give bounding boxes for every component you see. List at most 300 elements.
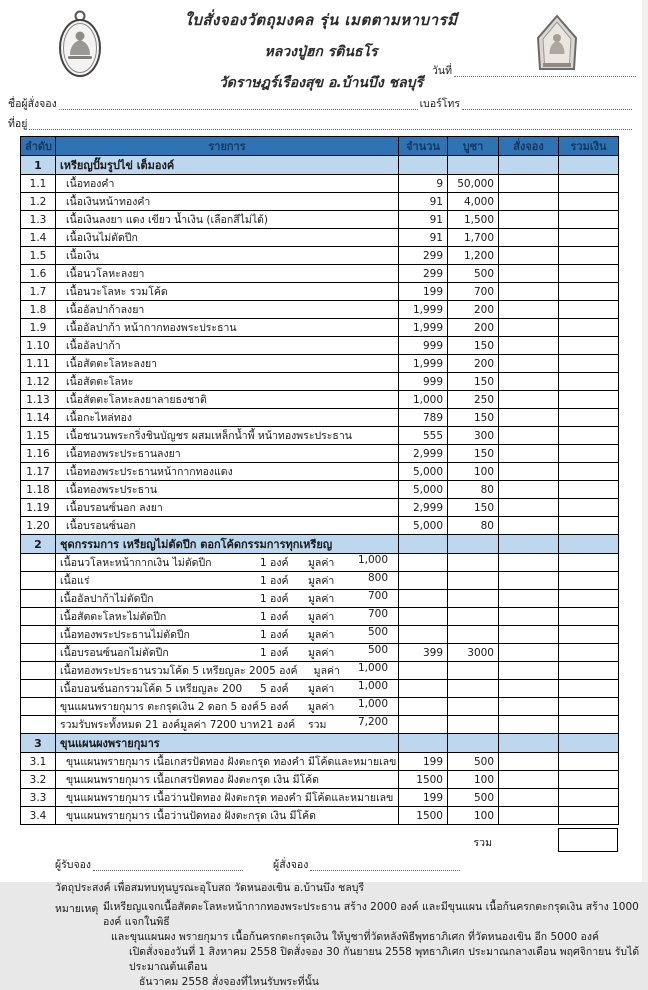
item-cell [56,481,399,499]
table-row [21,283,619,301]
total-fill-cell [559,445,619,463]
total-cell [559,734,619,753]
price-cell [448,716,499,734]
total-fill-cell [559,283,619,301]
table-row [21,211,619,229]
order-fill-cell [499,337,559,355]
note-line: มีเหรียญแจกเนื้อสัตตะโลหะหน้ากากทองพระประธาน สร้าง 2000 องค์ และมีขุนแผน เนื้อก้นครกตะกรุดเงิน สร้าง 1000 องค์ แจกในพิธี [103,901,639,928]
row-number: 1.2 [21,193,56,211]
table-row [21,391,619,409]
price-cell [448,608,499,626]
order-fill-cell [499,463,559,481]
price-cell [448,680,499,698]
item-cell [56,355,399,373]
total-fill-cell [559,608,619,626]
total-fill-cell [559,554,619,572]
order-fill-cell [499,247,559,265]
total-fill-cell [559,337,619,355]
price-cell: 100 [448,807,499,825]
item-cell [56,753,399,771]
order-fill-cell [499,427,559,445]
total-fill-cell [559,716,619,734]
item-name: เนื้อกะไหล่ทอง [66,412,133,424]
order-fill-cell [499,211,559,229]
qty-cell: 5,000 [399,481,448,499]
section-number: 2 [21,535,56,554]
qty-cell: 199 [399,789,448,807]
table-row [21,355,619,373]
item-cell [56,193,399,211]
total-fill-cell [559,644,619,662]
item-value-label: มูลค่า [308,647,335,659]
item-name: เนื้อบรอนซ์นอกไม่ตัดปีก [60,647,169,659]
order-fill-cell [499,445,559,463]
order-fill-cell [499,753,559,771]
form-header [0,0,642,92]
item-name: ขุนแผนพรายกุมาร เนื้อเกสรปัดทอง ฝังตะกรุด ทองคำ มีโค้ดและหมายเลข [66,756,397,768]
row-number: 1.1 [21,175,56,193]
item-unit: 1 องค์ [260,647,289,659]
total-fill-cell [559,229,619,247]
note-line: ธันวาคม 2558 สั่งจองที่ไหนรับพระที่นั้น [139,976,319,988]
price-cell: 300 [448,427,499,445]
item-cell [56,229,399,247]
table-row [21,247,619,265]
item-name: เนื้อเงินลงยา แดง เขียว น้ำเงิน (เลือกสีไม่ได้) [66,214,269,226]
total-fill-cell [559,211,619,229]
column-header: สั่งจอง [499,137,559,156]
qty-cell: 1500 [399,807,448,825]
total-fill-cell [559,355,619,373]
price-cell: 200 [448,355,499,373]
qty-cell: 1,000 [399,391,448,409]
row-number: 1.11 [21,355,56,373]
item-value: 1,000 [357,680,388,692]
row-number: 1.15 [21,427,56,445]
orderer-name-label: ชื่อผู้สั่งจอง [8,98,57,110]
price-cell [448,590,499,608]
table-row [21,463,619,481]
qty-cell [399,608,448,626]
table-row [21,680,619,698]
total-fill-cell [559,572,619,590]
row-number [21,662,56,680]
item-unit: 1 องค์ [260,611,289,623]
order-fill-cell [499,499,559,517]
section-title: ชุดกรรมการ เหรียญไม่ตัดปีก ตอกโค้ดกรรมการทุกเหรียญ [56,535,399,554]
total-fill-cell [559,373,619,391]
item-unit: 1 องค์ [260,629,289,641]
item-name: เนื้อทองคำ [66,178,115,190]
total-fill-cell [559,590,619,608]
item-cell [56,337,399,355]
item-name: เนื้อทองพระประธานไม่ตัดปีก [60,629,190,641]
row-number: 1.16 [21,445,56,463]
qty-cell [399,626,448,644]
qty-cell: 789 [399,409,448,427]
row-number: 3.3 [21,789,56,807]
item-cell [56,319,399,337]
note-line: และขุนแผนผง พรายกุมาร เนื้อก้นครกตะกรุดเงิน ให้บูชาที่วัดหลังพิธีพุทธาภิเศก ที่วัดหนองเขิน อีก 5000 องค์ [111,931,599,943]
item-value-label: มูลค่า [308,611,335,623]
item-name: ขุนแผนพรายกุมาร เนื้อว่านปัดทอง ฝังตะกรุด ทองคำ มีโค้ดและหมายเลข [66,792,394,804]
table-row [21,481,619,499]
table-row [21,807,619,825]
order-fill-cell [499,644,559,662]
item-value: 1,000 [357,662,388,674]
section-header-row [21,734,619,753]
address-blank-line [29,120,632,130]
item-cell [56,789,399,807]
price-cell: 1,700 [448,229,499,247]
qty-cell: 91 [399,229,448,247]
receiver-label: ผู้รับจอง [55,859,92,871]
qty-cell: 1500 [399,771,448,789]
item-name: เนื้อเงินไม่ตัดปีก [66,232,138,244]
row-number: 1.9 [21,319,56,337]
item-name: เนื้อนวโลหะหน้ากากเงิน ไม่ตัดปีก [60,557,212,569]
address-label: ที่อยู่ [8,118,28,130]
item-name: เนื้อทองพระประธาน [66,484,158,496]
row-number: 1.17 [21,463,56,481]
price-cell: 4,000 [448,193,499,211]
item-cell [56,771,399,789]
qty-cell [399,698,448,716]
date-label: วันที่ [432,65,452,77]
qty-cell: 1,999 [399,301,448,319]
qty-cell: 299 [399,247,448,265]
order-fill-cell [499,481,559,499]
table-row [21,572,619,590]
price-cell [448,156,499,175]
form-title: ใบสั่งจองวัตถุมงคล รุ่น เมตตามหาบารมี [184,11,458,29]
column-header: จำนวน [399,137,448,156]
order-fill-cell [499,229,559,247]
item-cell [56,662,399,680]
item-name: เนื้อทองพระประธานลงยา [66,448,181,460]
total-fill-cell [559,481,619,499]
item-name: เนื้ออัลปาก้า หน้ากากทองพระประธาน [66,322,237,334]
item-unit: 21 องค์ [260,719,296,731]
item-name: เนื้อสัตตะโลหะลงยา [66,358,158,370]
table-row [21,409,619,427]
qty-cell [399,680,448,698]
total-fill-cell [559,499,619,517]
row-number [21,608,56,626]
item-value-label: มูลค่า [308,701,335,713]
row-number: 3.1 [21,753,56,771]
order-table-body [21,156,619,825]
order-fill-cell [499,319,559,337]
price-cell: 150 [448,445,499,463]
item-cell [56,680,399,698]
order-fill-cell [499,608,559,626]
column-header: รวมเงิน [559,137,619,156]
order-cell [499,734,559,753]
item-value: 500 [367,644,388,656]
total-fill-cell [559,680,619,698]
item-value: 500 [367,626,388,638]
qty-cell: 199 [399,283,448,301]
row-number [21,716,56,734]
total-fill-cell [559,247,619,265]
item-cell [56,608,399,626]
qty-cell [399,572,448,590]
table-row [21,265,619,283]
total-fill-cell [559,753,619,771]
row-number [21,554,56,572]
row-number: 1.18 [21,481,56,499]
table-row [21,319,619,337]
item-name: เนื้อทองพระประธานรวมโค้ด 5 เหรียญละ 200 [60,665,270,677]
temple-name: วัดราษฎร์เรืองสุข อ.บ้านบึง ชลบุรี [218,75,424,91]
row-number [21,590,56,608]
table-row [21,373,619,391]
row-number: 1.3 [21,211,56,229]
item-value: 7,200 [357,716,388,728]
orderer-name-row [0,95,642,112]
item-value-label: มูลค่า [308,629,335,641]
qty-cell [399,535,448,554]
order-fill-cell [499,517,559,535]
grand-total-label: รวม [473,837,492,849]
item-cell [56,626,399,644]
order-fill-cell [499,807,559,825]
price-cell: 150 [448,337,499,355]
item-cell [56,175,399,193]
row-number: 1.14 [21,409,56,427]
total-fill-cell [559,771,619,789]
item-cell [56,445,399,463]
item-cell [56,463,399,481]
qty-cell: 91 [399,211,448,229]
price-cell: 150 [448,409,499,427]
qty-cell: 1,999 [399,319,448,337]
total-fill-cell [559,391,619,409]
qty-cell [399,716,448,734]
table-row [21,554,619,572]
price-cell: 50,000 [448,175,499,193]
row-number: 1.10 [21,337,56,355]
order-fill-cell [499,789,559,807]
qty-cell: 199 [399,753,448,771]
qty-cell: 2,999 [399,445,448,463]
item-value-label: มูลค่า [308,575,335,587]
qty-cell [399,590,448,608]
item-name: เนื้ออัลปาก้าไม่ตัดปีก [60,593,154,605]
price-cell: 250 [448,391,499,409]
total-fill-cell [559,427,619,445]
item-unit: 1 องค์ [260,575,289,587]
row-number: 1.8 [21,301,56,319]
row-number: 1.13 [21,391,56,409]
total-fill-cell [559,193,619,211]
item-name: เนื้อนวโลหะลงยา [66,268,145,280]
row-number: 1.7 [21,283,56,301]
table-row [21,517,619,535]
qty-cell: 91 [399,193,448,211]
item-value-label: มูลค่า [308,683,335,695]
table-row [21,698,619,716]
note-label: หมายเหตุ [55,903,99,915]
price-cell: 200 [448,301,499,319]
order-fill-cell [499,373,559,391]
price-cell: 100 [448,771,499,789]
orderer-name-blank-line [59,100,418,110]
price-cell: 200 [448,319,499,337]
item-cell [56,373,399,391]
order-fill-cell [499,554,559,572]
column-header: รายการ [56,137,399,156]
item-cell [56,211,399,229]
item-cell [56,590,399,608]
column-header: ลำดับ [21,137,56,156]
item-value-label: มูลค่า [308,557,335,569]
table-row [21,753,619,771]
item-value: 1,000 [357,698,388,710]
price-cell: 500 [448,753,499,771]
order-table [20,136,619,825]
total-fill-cell [559,698,619,716]
item-cell [56,517,399,535]
table-row [21,771,619,789]
row-number: 1.12 [21,373,56,391]
order-table-header [21,137,619,156]
date-blank-line [454,67,636,77]
row-number [21,644,56,662]
item-name: เนื้ออัลปาก้า [66,340,121,352]
qty-cell: 399 [399,644,448,662]
total-fill-cell [559,662,619,680]
column-header: บูชา [448,137,499,156]
price-cell: 500 [448,789,499,807]
section-number: 1 [21,156,56,175]
item-value-label: รวม [308,719,327,731]
order-fill-cell [499,409,559,427]
qty-cell: 1,999 [399,355,448,373]
qty-cell: 555 [399,427,448,445]
qty-cell: 9 [399,175,448,193]
row-number: 1.6 [21,265,56,283]
item-cell [56,391,399,409]
total-fill-cell [559,175,619,193]
total-fill-cell [559,409,619,427]
item-name: ขุนแผนพรายกุมาร เนื้อว่านปัดทอง ฝังตะกรุด เงิน มีโค้ด [66,810,316,822]
qty-cell: 2,999 [399,499,448,517]
orderer-blank-line [310,861,460,871]
price-cell: 150 [448,373,499,391]
item-cell [56,247,399,265]
table-row [21,445,619,463]
total-fill-cell [559,626,619,644]
total-cell [559,156,619,175]
item-name: เนื้อเงินหน้าทองคำ [66,196,151,208]
item-cell [56,499,399,517]
item-unit: 5 องค์ [260,701,289,713]
monk-name: หลวงปู่ฮก รตินธโร [264,44,378,60]
qty-cell: 5,000 [399,463,448,481]
row-number [21,698,56,716]
row-number [21,572,56,590]
item-value: 800 [367,572,388,584]
note-block [55,900,642,990]
total-fill-cell [559,319,619,337]
section-title: เหรียญปั๊มรูปไข่ เต็มองค์ [56,156,399,175]
table-row [21,789,619,807]
section-header-row [21,535,619,554]
table-row [21,626,619,644]
price-cell: 80 [448,517,499,535]
total-fill-cell [559,807,619,825]
price-cell [448,734,499,753]
item-cell [56,644,399,662]
item-name: ขุนแผนพรายกุมาร ตะกรุดเงิน 2 ดอก 5 องค์ [60,701,260,713]
address-row [0,115,642,132]
note-line: เปิดสั่งจองวันที่ 1 สิงหาคม 2558 ปิดสั่งจอง 30 กันยายน 2558 พุทธาภิเศก ประมาณกลางเดือน พฤศจิกายน รับได้ประมาณต้นเดือน [129,946,640,973]
order-fill-cell [499,716,559,734]
item-name: เนื้อบอนซ์นอกรวมโค้ด 5 เหรียญละ 200 [60,683,243,695]
table-row [21,499,619,517]
order-fill-cell [499,193,559,211]
table-row [21,608,619,626]
item-unit: 5 องค์ [260,683,289,695]
item-cell [56,716,399,734]
price-cell: 150 [448,499,499,517]
order-fill-cell [499,265,559,283]
section-number: 3 [21,734,56,753]
row-number: 3.4 [21,807,56,825]
item-name: เนื้อเงิน [66,250,99,262]
order-fill-cell [499,355,559,373]
total-fill-cell [559,463,619,481]
total-cell [559,535,619,554]
table-row [21,193,619,211]
item-value: 1,000 [357,554,388,566]
item-name: เนื้อสัตตะโลหะไม่ตัดปีก [60,611,167,623]
item-cell [56,301,399,319]
price-cell [448,698,499,716]
row-number: 3.2 [21,771,56,789]
item-name: เนื้อทองพระประธานหน้ากากทองแดง [66,466,233,478]
total-fill-cell [559,789,619,807]
item-cell [56,409,399,427]
item-name: เนื้อสัตตะโลหะลงยาลายธงชาติ [66,394,207,406]
qty-cell [399,554,448,572]
item-cell [56,698,399,716]
grand-total-row [20,828,618,854]
item-name: เนื้อบรอนซ์นอก [66,520,136,532]
row-number: 1.19 [21,499,56,517]
price-cell: 3000 [448,644,499,662]
item-value-label: มูลค่า [313,665,340,677]
row-number: 1.20 [21,517,56,535]
table-row [21,175,619,193]
item-unit: 1 องค์ [260,593,289,605]
price-cell: 500 [448,265,499,283]
item-name: เนื้อสัตตะโลหะ [66,376,134,388]
price-cell [448,572,499,590]
price-cell [448,662,499,680]
item-name: เนื้อนวะโลหะ รวมโค้ด [66,286,168,298]
order-fill-cell [499,301,559,319]
qty-cell [399,662,448,680]
qty-cell: 299 [399,265,448,283]
item-cell [56,283,399,301]
table-row [21,301,619,319]
item-cell [56,572,399,590]
order-fill-cell [499,698,559,716]
date-field [432,62,638,79]
